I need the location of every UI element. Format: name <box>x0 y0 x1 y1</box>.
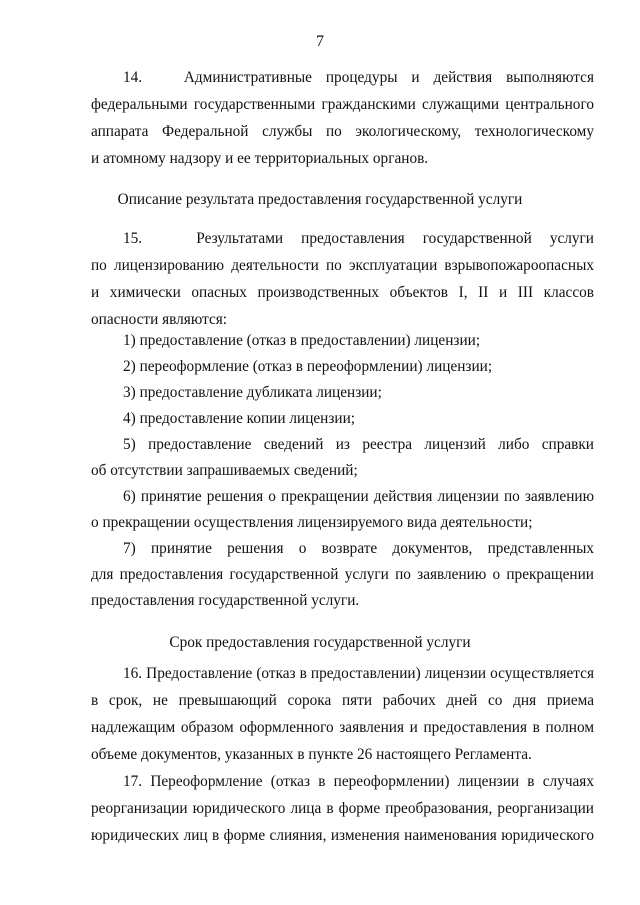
paragraph-14-line-1: 14. Административные процедуры и действия выполняются <box>123 69 594 86</box>
list-item-3: 3) предоставление дубликата лицензии; <box>123 384 382 401</box>
list-item-5-line-1: 5) предоставление сведений из реестра лицензий либо справки <box>123 436 594 453</box>
list-item-1: 1) предоставление (отказ в предоставлении) лицензии; <box>123 332 481 349</box>
paragraph-14-line-2: федеральными государственными гражданскими служащими центрального <box>91 96 594 113</box>
paragraph-16-line-4: объеме документов, указанных в пункте 26 настоящего Регламента. <box>91 746 532 763</box>
list-item-6-line-1: 6) принятие решения о прекращении действия лицензии по заявлению <box>123 488 594 505</box>
paragraph-16-line-2: в срок, не превышающий сорока пяти рабочих дней со дня приема <box>91 692 594 709</box>
paragraph-16-line-3: надлежащим образом оформленного заявления и предоставления в полном <box>91 719 594 736</box>
page-number: 7 <box>316 33 324 50</box>
list-item-7-line-1: 7) принятие решения о возврате документов, представленных <box>123 540 594 557</box>
list-item-7-line-3: предоставления государственной услуги. <box>91 592 360 609</box>
paragraph-17-line-3: юридических лиц в форме слияния, изменения наименования юридического <box>91 827 594 844</box>
paragraph-16-line-1: 16. Предоставление (отказ в предоставлении) лицензии осуществляется <box>123 665 594 682</box>
paragraph-15-line-3: и химически опасных производственных объектов I, II и III классов <box>91 284 594 301</box>
list-item-5-line-2: об отсутствии запрашиваемых сведений; <box>91 462 358 479</box>
list-item-2: 2) переоформление (отказ в переоформлении) лицензии; <box>123 358 493 375</box>
section-heading-term: Срок предоставления государственной услуги <box>169 634 471 651</box>
paragraph-17-line-2: реорганизации юридического лица в форме преобразования, реорганизации <box>91 800 594 817</box>
list-item-6-line-2: о прекращении осуществления лицензируемого вида деятельности; <box>91 514 533 531</box>
paragraph-15-line-1: 15. Результатами предоставления государственной услуги <box>123 230 594 247</box>
list-item-4: 4) предоставление копии лицензии; <box>123 410 356 427</box>
paragraph-17-line-1: 17. Переоформление (отказ в переоформлении) лицензии в случаях <box>123 773 594 790</box>
paragraph-15-line-4: опасности являются: <box>91 311 228 328</box>
list-item-7-line-2: для предоставления государственной услуги по заявлению о прекращении <box>91 566 594 583</box>
paragraph-14-line-4: и атомному надзору и ее территориальных органов. <box>91 150 429 167</box>
paragraph-15-line-2: по лицензированию деятельности по эксплуатации взрывопожароопасных <box>91 257 594 274</box>
paragraph-14-line-3: аппарата Федеральной службы по экологическому, технологическому <box>91 123 594 140</box>
section-heading-result: Описание результата предоставления государственной услуги <box>117 191 523 208</box>
